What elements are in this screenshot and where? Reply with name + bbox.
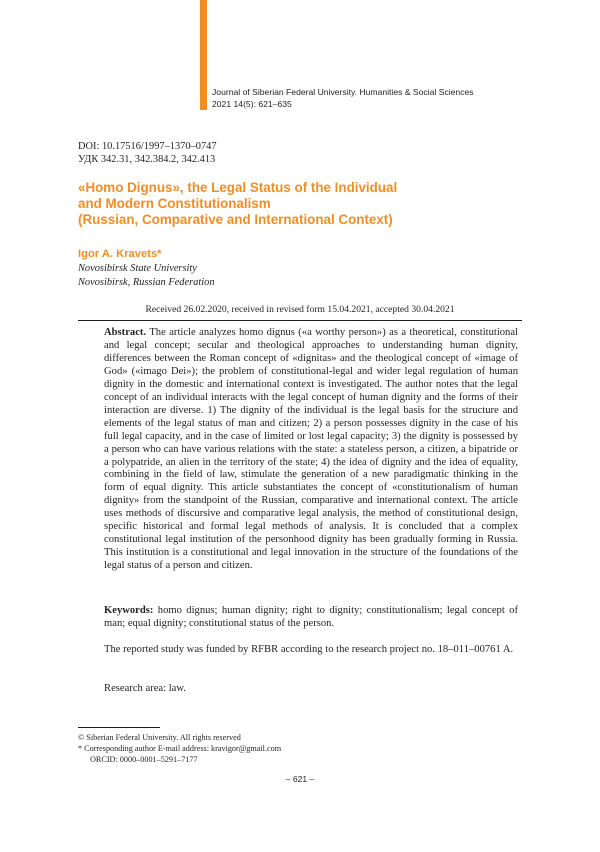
identifiers — [78, 140, 217, 166]
udk: УДК 342.31, 342.384.2, 342.413 — [78, 154, 216, 165]
author-name: Igor A. Kravets* — [78, 248, 162, 260]
journal-header — [212, 87, 474, 110]
footnote-rule — [78, 727, 160, 728]
keywords — [104, 605, 518, 631]
doi: DOI: 10.17516/1997–1370–0747 — [78, 141, 217, 152]
abstract — [104, 327, 518, 573]
affiliation-university: Novosibirsk State University — [78, 263, 197, 274]
abstract-text: The article analyzes homo dignus («a worthy person») as a theoretical, constitutional and legal concept; secular and theological approaches to understanding human dignity, differences between the Roman concept of «dignitas» and the theological concept of «image of God» («imago Dei»); the problem of constitutional-legal and wider legal regulation of human dignity in the domestic and international context is investigated. The author notes that the legal concept of an individual interacts with the legal concept of human dignity and the forms of their interaction are diverse. 1) The dignity of the individual is the legal basis for the structure and elements of the legal status of man and citizen; 2) a person possesses dignity in the case of his full legal capacity, and in the case of limited or lost legal capacity; 3) the dignity is possessed by a person who can have various relations with the state: a stateless person, a citizen, a bipatride or a polypatride, an alien in the territory of the state; 4) the idea of dignity and the idea of equality, combining in the field of law, stimulate the generation of a new paradigmatic thinking in the form of equal dignity. This article substantiates the concept of «constitutionalism of human dignity» from the standpoint of the Russian, comparative and international context. The article uses methods of discursive and comparative legal analysis, the method of constitutional design, specific historical and formal legal methods of analysis. It is concluded that a complex constitutional legal institution of the personhood dignity has been gradually forming in Russia. This institution is a constitutional and legal innovation in the structure of the foundations of the legal status of a person and citizen. — [104, 327, 518, 572]
abstract-top-rule — [78, 320, 522, 321]
title-line-1: «Homo Dignus», the Legal Status of the Individual — [78, 180, 398, 195]
journal-issue: 2021 14(5): 621–635 — [212, 98, 292, 109]
copyright-note: © Siberian Federal University. All rights reserved — [78, 733, 241, 742]
orcid-note: ORCID: 0000–0001–5291–7177 — [90, 755, 198, 765]
received-dates: Received 26.02.2020, received in revised form 15.04.2021, accepted 30.04.2021 — [145, 304, 455, 315]
journal-name: Journal of Siberian Federal University. Humanities & Social Sciences — [212, 87, 474, 97]
funding-note: The reported study was funded by RFBR according to the research project no. 18–011–00761 A. — [104, 644, 514, 655]
title-line-2: and Modern Constitutionalism — [78, 196, 271, 211]
title-line-3: (Russian, Comparative and International Context) — [78, 212, 393, 227]
research-area: Research area: law. — [104, 683, 186, 694]
abstract-label: Abstract. — [104, 327, 147, 338]
author-affiliation — [78, 262, 215, 289]
keywords-label: Keywords: — [104, 605, 154, 616]
keywords-text: homo dignus; human dignity; right to dignity; constitutionalism; legal concept of man; equal dignity; constitutional status of the person. — [104, 605, 518, 629]
page-number: – 621 – — [285, 774, 315, 784]
affiliation-location: Novosibirsk, Russian Federation — [78, 276, 215, 288]
corresponding-author-note: * Corresponding author E-mail address: kravigor@gmail.com — [78, 744, 282, 754]
journal-accent-bar — [200, 0, 207, 110]
footnotes — [78, 732, 281, 766]
article-title — [78, 180, 538, 228]
